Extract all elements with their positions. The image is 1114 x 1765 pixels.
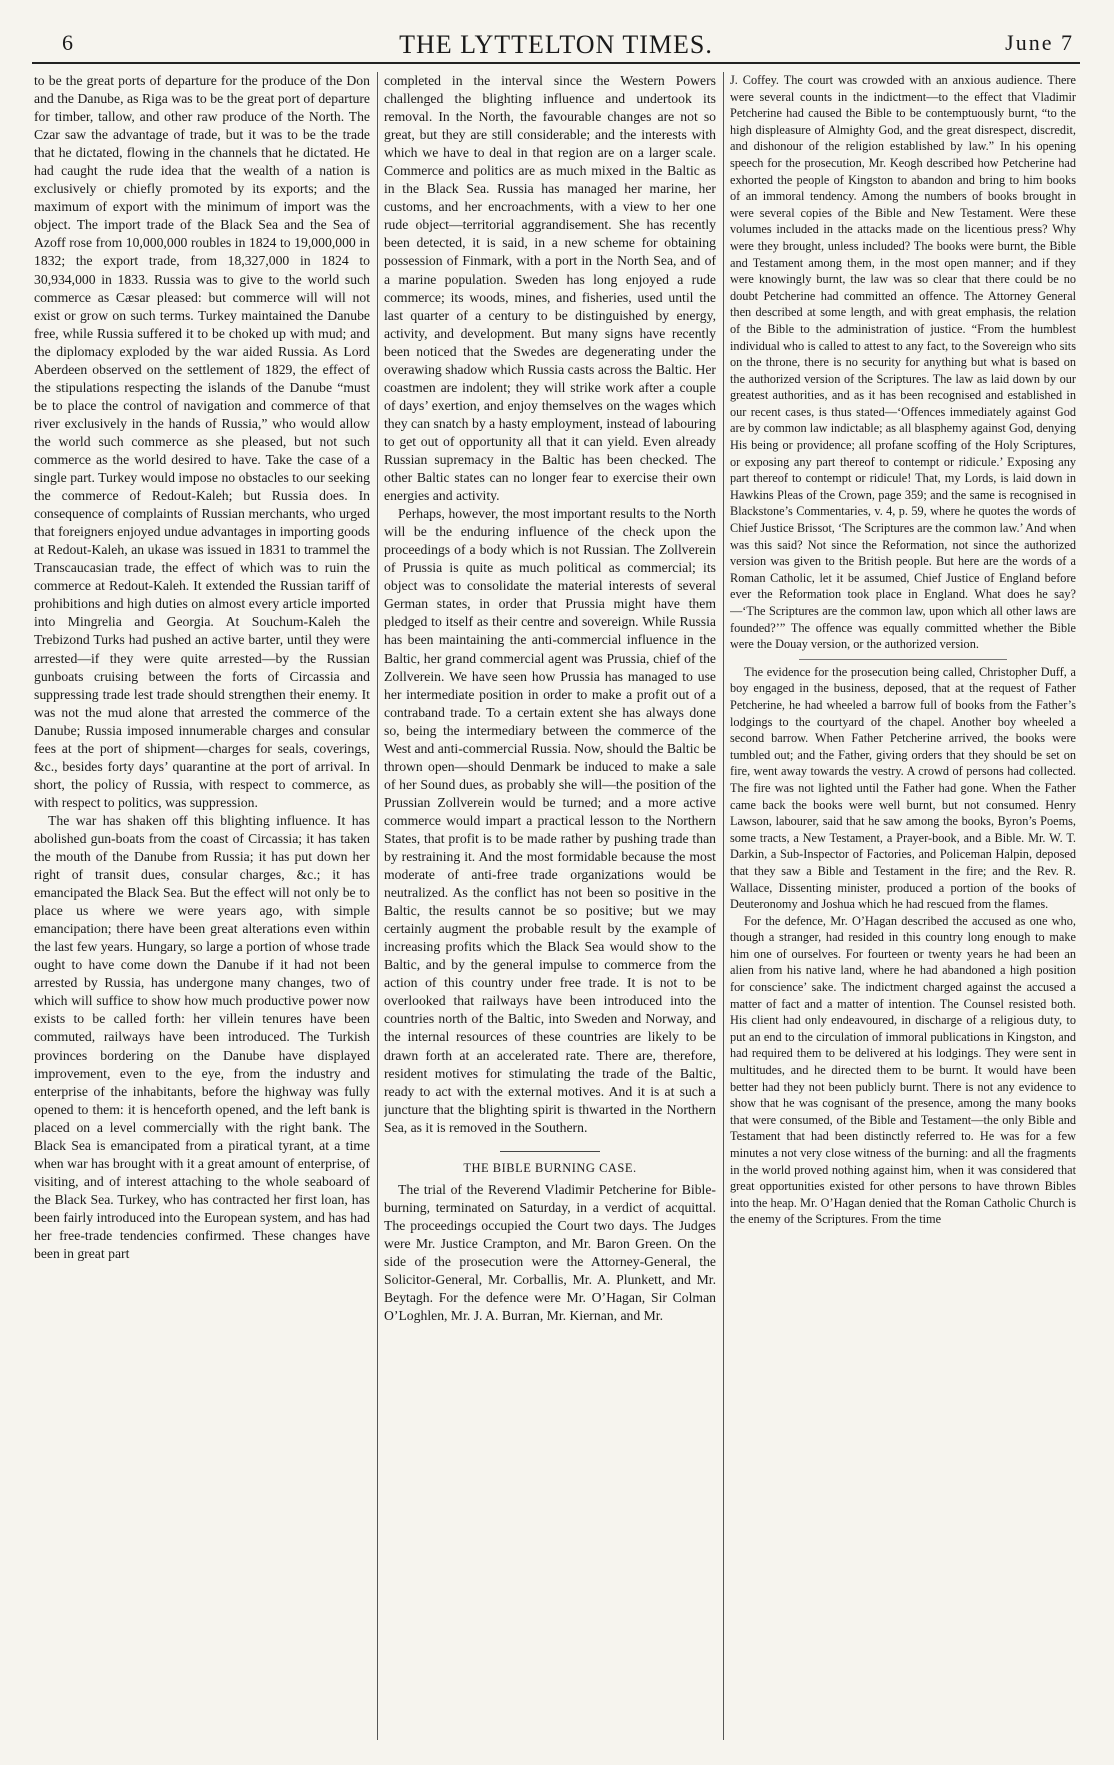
paragraph: The evidence for the prosecution being called, Christopher Duff, a boy engaged in the business, deposed, that at the request of Father Petcherine, he had wheeled a barrow full of books from the Father’s lodgings to the courtyard of the chapel. Another boy wheeled a second barrow. When Father Petcherine arrived, the books were tumbled out; and the Father, giving orders that they should be set on fire, went away towards the vestry. A crowd of persons had collected. The fire was not lighted until the Father had gone. When the Father came back the books were well burnt, but not consumed. Henry Lawson, labourer, said that he saw among the books, Byron’s Poems, some tracts, a New Testament, a Prayer-book, and a Bible. Mr. W. T. Darkin, a Sub-Inspector of Factories, and Policeman Halpin, deposed that they saw a Bible and Testament in the fire; and the Rev. R. Wallace, Dissenting minister, produced a portion of the books of Deuteronomy and Joshua which he had rescued from the flames.	[730, 664, 1076, 912]
paragraph: The trial of the Reverend Vladimir Petcherine for Bible-burning, terminated on Saturday, in a verdict of acquittal. The proceedings occupied the Court two days. The Judges were Mr. Justice Crampton, and Mr. Baron Green. On the side of the prosecution were the Attorney-General, the Solicitor-General, Mr. Corballis, Mr. A. Plunkett, and Mr. Beytagh. For the defence were Mr. O’Hagan, Sir Colman O’Loghlen, Mr. J. A. Burran, Mr. Kiernan, and Mr.	[384, 1181, 716, 1324]
column-2	[384, 72, 716, 1740]
paragraph: completed in the interval since the Western Powers challenged the blighting influence and undertook its removal. In the North, the favourable changes are not so great, but they are still considerable; and the interests with which we have to deal in that region are on a larger scale. Commerce and politics are as much mixed in the Baltic as in the Black Sea. Russia has managed her marine, her customs, and her encroachments, with a view to her one rude object—territorial aggrandisement. She has recently been detected, it is said, in a new scheme for obtaining possession of Finmark, with a port in the North Sea, and of a marine population. Sweden has long enjoyed a rude commerce; its woods, mines, and fisheries, used until the last quarter of a century to be distinguished by energy, activity, and development. But many signs have recently been noticed that the Swedes are degenerating under the overawing shadow which Russia casts across the Baltic. Her coastmen are indolent; they will strike work after a couple of days’ exertion, and enjoy themselves on the wages which they can snatch by a hasty employment, instead of labouring to get out of opportunity all that it can yield. Even already Russian supremacy in the Baltic has been checked. The other Baltic states can no longer fear to exercise their own energies and activity.	[384, 73, 716, 504]
page-header	[32, 30, 1080, 64]
paragraph: J. Coffey. The court was crowded with an anxious audience. There were several counts in the indictment—to the effect that Vladimir Petcherine had caused the Bible to be contemptuously burnt, “to the high displeasure of Almighty God, and the great disrespect, discredit, and dishonour of the religion established by law.” In his opening speech for the prosecution, Mr. Keogh described how Petcherine had exhorted the people of Kingston to abandon and bring to him books of an immoral tendency. Among the numbers of books brought in were several copies of the Bible and New Testament. Were these volumes included in the attacks made on the licentious press? Why were they brought, unless included? The books were burnt, the Bible and Testament among them, in the most open manner; and if they were knowingly burnt, the law was so clear that there could be no doubt Petcherine had committed an offence. The Attorney General then described at some length, and with great emphasis, the relation of the Bible to the administration of justice. “From the humblest individual who is called to attest to any fact, to the Sovereign who sits on the throne, there is no security for anything but what is based on the authorized version of the Scriptures. The law as laid down by our greatest authorities, and as it has been recognised and established in our recent cases, is thus stated—‘Offences immediately against God are by common law indictable; as all blasphemy against God, denying His being or providence; all profane scoffing of the Holy Scriptures, or exposing any part thereof to contempt or ridicule.’ Exposing any part thereof to contempt or ridicule! That, my Lords, is laid down in Hawkins Pleas of the Crown, page 359; and the same is recognised in Blackstone’s Commentaries, v. 4, p. 59, where he quotes the words of Chief Justice Brissot, ‘The Scriptures are the common law.’ And when was this said? Not since the Reformation, not since the authorized version was given to the British people. But here are the words of a Roman Catholic, let it be assumed, Chief Justice of England before ever the Reformation took place in England. What does he say?—‘The Scriptures are the common law, upon which all other laws are founded?’” The offence was equally committed whether the Bible were the Douay version, or the authorized version.	[730, 73, 1076, 652]
column-rule	[377, 72, 378, 1740]
column-rule	[723, 72, 724, 1740]
article-heading: THE BIBLE BURNING CASE.	[384, 1151, 716, 1177]
masthead: THE LYTTELTON TIMES.	[399, 30, 713, 59]
page-number: 6	[62, 30, 73, 55]
column-1	[34, 72, 370, 1740]
paragraph: For the defence, Mr. O’Hagan described the accused as one who, though a stranger, had resided in this country long enough to make him one of ourselves. For fourteen or twenty years he had been an alien from his native land, where he had abandoned a high position for conscience’ sake. The indictment charged against the accused a matter of fact and a matter of intention. The Counsel resisted both. His client had only endeavoured, in discharge of a religious duty, to put an end to the circulation of immoral publications in Kingston, and had required them to be delivered at his lodgings. They were sent in multitudes, and he directed them to be burnt. It would have been better had they not been publicly burnt. There is not any evidence to show that he was cognisant of the presence, among the many books that were consumed, of the Bible and Testament—the only Bible and Testament that had been distinctly referred to. He was for a few minutes a not very close witness of the burning: and all the fragments in the world proved nothing against him, when it was considered that great opportunities existed for other persons to have thrown Bibles into the heap. Mr. O’Hagan denied that the Roman Catholic Church is the enemy of the Scriptures. From the time	[730, 913, 1076, 1227]
column-3	[730, 72, 1076, 1740]
paragraph: Perhaps, however, the most important results to the North will be the enduring influence of the check upon the proceedings of a body which is not Russian. The Zollverein of Prussia is quite as much political as commercial; its object was to consolidate the material interests of several German states, in order that Prussia might have them pledged to itself as their centre and sovereign. While Russia has been maintaining the anti-commercial influence in the Baltic, her grand commercial agent was Prussia, chief of the Zollverein. We have seen how Prussia has managed to use her intermediate position in order to make a profit out of a contraband trade. To a certain extent she has always done so, being the intermediary between the commerce of the West and anti-commercial Russia. Now, should the Baltic be thrown open—should Denmark be induced to make a sale of her Sound dues, as probably she will—the position of the Prussian Zollverein would be turned; and a more active commerce would impart a practical lesson to the Northern States, that profit is to be made rather by pushing trade than by restraining it. And the most formidable because the most moderate of anti-free trade organizations would be neutralized. As the conflict has not been so positive in the Baltic, the results cannot be so positive; but we may certainly augment the probable result by the example of increasing profits which the Black Sea would show to the Baltic, and by the general impulse to commerce from the action of this country under free trade. It is not to be overlooked that railways have been introduced into the countries north of the Baltic, into Sweden and Norway, and the internal resources of these countries are likely to be drawn forth at an accelerated rate. There are, therefore, resident motives for stimulating the trade of the Baltic, ready to act with the external motives. And it is at such a juncture that the blighting spirit is thwarted in the Northern Sea, as it is removed in the Southern.	[384, 506, 716, 1135]
paragraph: to be the great ports of departure for the produce of the Don and the Danube, as Riga was to be the great port of departure for timber, tallow, and other raw produce of the North. The Czar saw the advantage of trade, but it was to be the trade that he dictated, flowing in the channels that he dictated. He had caught the rude idea that the wealth of a nation is exclusively or chiefly promoted by its exports; and the maximum of export with the minimum of import was the object. The import trade of the Black Sea and the Sea of Azoff rose from 10,000,000 roubles in 1824 to 19,000,000 in 1832; the export trade, from 18,327,000 in 1824 to 30,934,000 in 1833. Russia was to give to the world such commerce as Cæsar pleased: but commerce will will not exist or grow on such terms. Turkey maintained the Danube free, while Russia suffered it to be choked up with mud; and the diplomacy exploded by the war aided Russia. As Lord Aberdeen observed on the settlement of 1829, the effect of the stipulations respecting the islands of the Danube “must be to place the control of navigation and commerce of that river exclusively in the hands of Russia,” who would allow the world such commerce as she pleased, but not such commerce as the world desired to have. Take the case of a single part. Turkey would impose no obstacles to our seeking the commerce of Redout-Kaleh; but Russia does. In consequence of complaints of Russian merchants, who urged that foreigners enjoyed undue advantages in importing goods at Redout-Kaleh, an ukase was issued in 1831 to trammel the Transcaucasian trade, the effect of which was to ruin the commerce at Redout-Kaleh. It extended the Russian tariff of prohibitions and high duties on almost every article imported into Mingrelia and Georgia. At Souchum-Kaleh the Trebizond Turks had pushed an active barter, until they were arrested—if they were quite arrested—by the Russian gunboats cruising between the forts of Circassia and suppressing trade lest trade should strengthen their enemy. It was not the mud alone that arrested the commerce of the Danube; Russia imposed innumerable charges and consular fees at the port of shipment—charges for seals, coverings, &c., besides forty days’ quarantine at the port of arrival. In short, the policy of Russia, with respect to commerce, as with respect to politics, was suppression.	[34, 73, 370, 810]
paragraph: The war has shaken off this blighting influence. It has abolished gun-boats from the coast of Circassia; it has taken the mouth of the Danube from Russia; it has put down her right of transit dues, consular charges, &c.; it has emancipated the Black Sea. But the effect will not only be to place us where we were years ago, with simple emancipation; there have been great alterations even within the last few years. Hungary, so large a portion of whose trade ought to have come down the Danube if it had not been arrested by Russia, has undergone many changes, two of which will suffice to show how much productive power now exists to be called forth: her villein tenures have been commuted, railways have been introduced. The Turkish provinces bordering on the Danube have displayed improvement, even to the eye, from the industry and enterprise of the inhabitants, before the highway was fully opened to them: it is henceforth opened, and the left bank is placed on a level commercially with the right bank. The Black Sea is emancipated from a piratical tyrant, at a time when war has brought with it a great amount of enterprise, of visiting, and of interest attaching to the whole seaboard of the Black Sea. Turkey, who has contracted her first loan, has been fairly introduced into the European system, and has had her free-trade tendencies confirmed. These changes have been in great part	[34, 812, 370, 1262]
issue-date: June 7	[1005, 30, 1074, 55]
section-divider	[799, 659, 1007, 660]
